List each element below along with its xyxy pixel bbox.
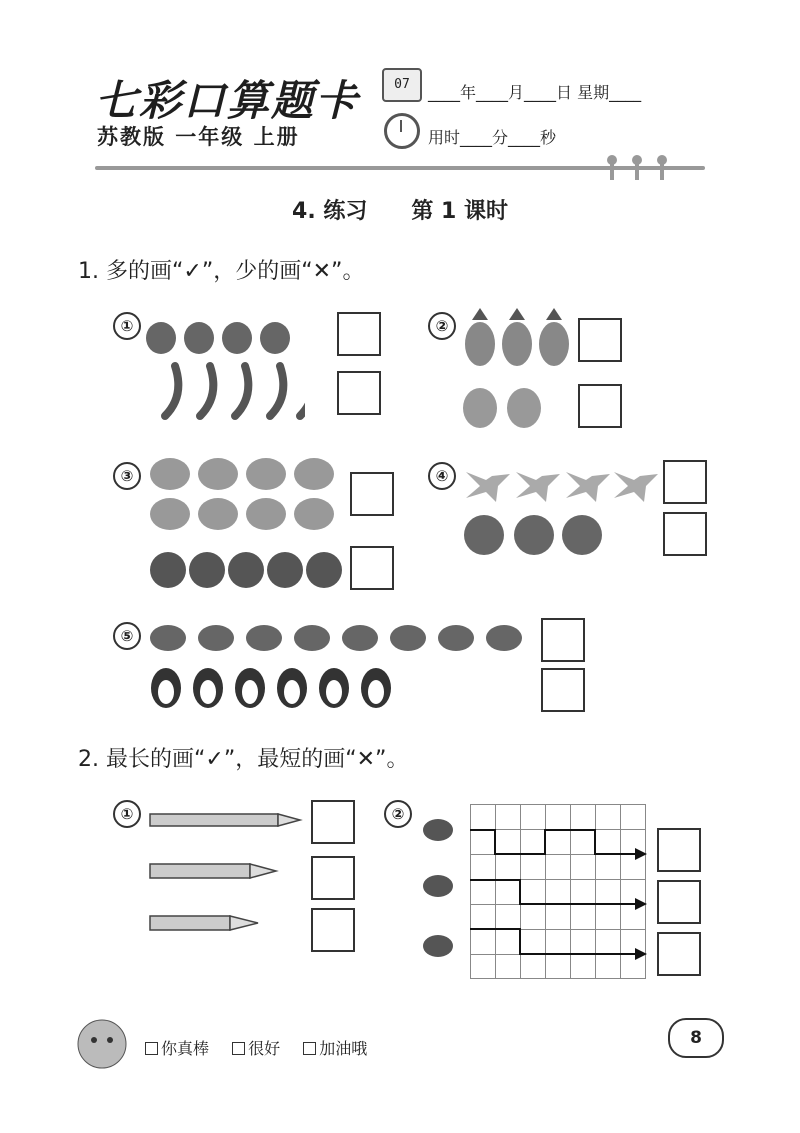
strawberry-banana-icon <box>145 316 305 426</box>
item-label: ② <box>384 800 412 828</box>
item-label: ⑤ <box>113 622 141 650</box>
rating-good[interactable]: 很好 <box>232 1039 280 1058</box>
ladybug-icon <box>420 816 460 966</box>
flower-tomato-icon <box>462 460 658 556</box>
clock-icon <box>384 113 420 149</box>
answer-box[interactable] <box>350 546 394 590</box>
page-number: 8 <box>668 1018 724 1058</box>
answer-box[interactable] <box>541 668 585 712</box>
pineapple-pear-icon <box>462 308 572 430</box>
rating-options <box>145 1036 385 1059</box>
answer-box[interactable] <box>657 880 701 924</box>
grid-paths <box>470 804 650 980</box>
item-label: ① <box>113 800 141 828</box>
binder-pin-icon <box>660 158 664 180</box>
question-1: 1. 多的画“✓”，少的画“✕”。 <box>78 259 365 284</box>
lesson-title: 4. 练习 第 1 课时 <box>292 199 508 224</box>
answer-box[interactable] <box>578 384 622 428</box>
item-label: ④ <box>428 462 456 490</box>
answer-box[interactable] <box>657 828 701 872</box>
checkbox-icon[interactable] <box>145 1042 158 1055</box>
answer-box[interactable] <box>311 856 355 900</box>
rating-great[interactable]: 你真棒 <box>145 1039 209 1058</box>
answer-box[interactable] <box>311 800 355 844</box>
calendar-icon <box>382 68 422 102</box>
answer-box[interactable] <box>541 618 585 662</box>
checkbox-icon[interactable] <box>232 1042 245 1055</box>
brand-title: 七彩口算题卡 <box>95 76 360 125</box>
date-line: ____年____月____日 星期____ <box>428 83 642 102</box>
rating-keep-going[interactable]: 加油哦 <box>303 1039 367 1058</box>
question-2: 2. 最长的画“✓”，最短的画“✕”。 <box>78 747 409 772</box>
checkbox-icon[interactable] <box>303 1042 316 1055</box>
answer-box[interactable] <box>657 932 701 976</box>
answer-box[interactable] <box>663 512 707 556</box>
answer-box[interactable] <box>337 371 381 415</box>
calendar-number: 07 <box>394 77 410 92</box>
answer-box[interactable] <box>337 312 381 356</box>
item-label: ① <box>113 312 141 340</box>
binder-pin-icon <box>635 158 639 180</box>
item-label: ③ <box>113 462 141 490</box>
time-line: 用时____分____秒 <box>428 128 557 147</box>
peach-apple-icon <box>148 456 343 591</box>
answer-box[interactable] <box>663 460 707 504</box>
answer-box[interactable] <box>350 472 394 516</box>
binder-pin-icon <box>610 158 614 180</box>
edition-label: 苏教版 一年级 上册 <box>97 125 300 149</box>
fish-penguin-icon <box>148 620 533 712</box>
answer-box[interactable] <box>311 908 355 952</box>
mascot-icon <box>72 1010 134 1072</box>
item-label: ② <box>428 312 456 340</box>
pencils-icon <box>148 810 306 940</box>
answer-box[interactable] <box>578 318 622 362</box>
